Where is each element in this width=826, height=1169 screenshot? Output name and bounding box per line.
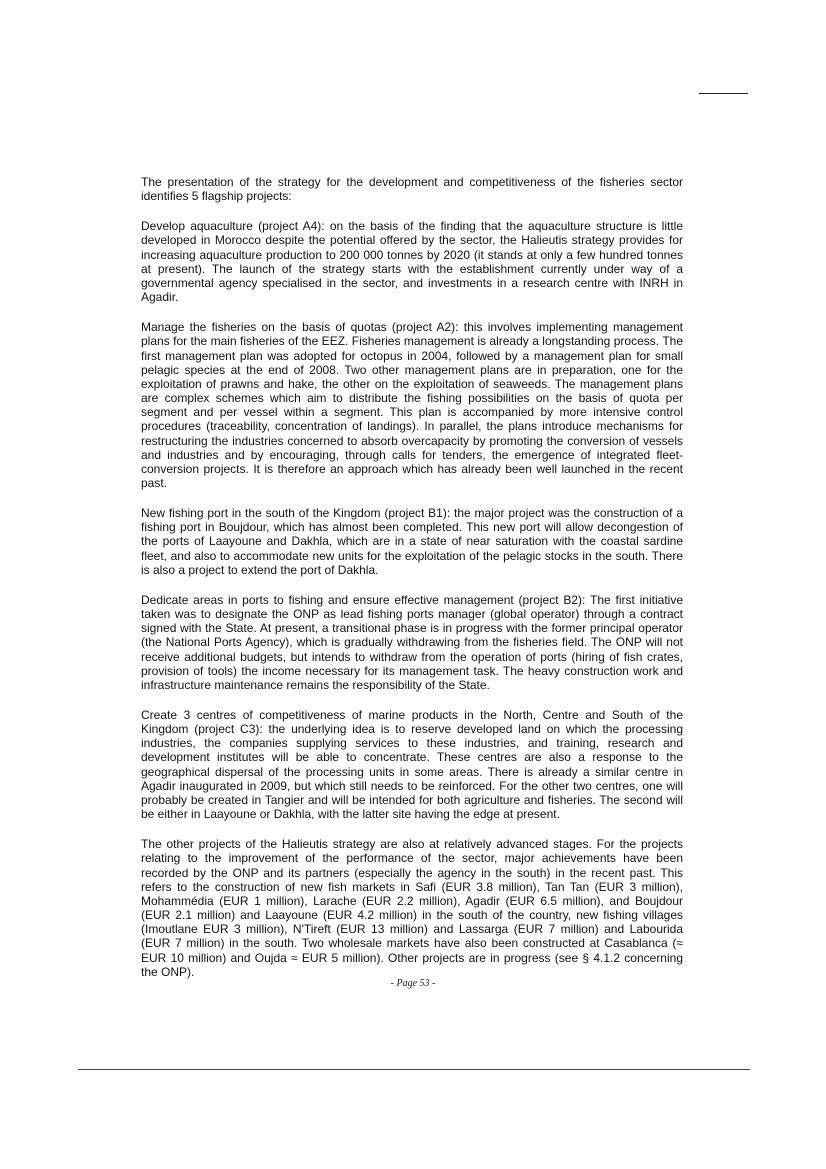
footer-rule [78, 1069, 750, 1070]
paragraph-aquaculture: Develop aquaculture (project A4): on the basis of the finding that the aquaculture structure is little developed in Morocco despite the potential offered by the sector, the Halieutis strategy provides for increasing aquaculture production to 200 000 tonnes by 2020 (it stands at only a few hundred tonnes at present). The launch of the strategy starts with the establishment currently under way of a governmental agency specialised in the sector, and investments in a research centre with INRH in Agadir. [141, 219, 683, 305]
paragraph-quotas: Manage the fisheries on the basis of quotas (project A2): this involves implementing management plans for the main fisheries of the EEZ. Fisheries management is already a longstanding process. The first management plan was adopted for octopus in 2004, followed by a management plan for small pelagic species at the end of 2008. Two other management plans are in preparation, one for the exploitation of prawns and hake, the other on the exploitation of seaweeds. The management plans are complex schemes which aim to distribute the fishing possibilities on the basis of quota per segment and per vessel within a segment. This plan is accompanied by more intensive control procedures (traceability, concentration of landings). In parallel, the plans introduce mechanisms for restructuring the industries concerned to absorb overcapacity by promoting the conversion of vessels and industries and by encouraging, through calls for tenders, the emergence of integrated fleet-conversion projects. It is therefore an approach which has already been well launched in the recent past. [141, 320, 683, 490]
paragraph-fishing-port: New fishing port in the south of the Kingdom (project B1): the major project was the construction of a fishing port in Boujdour, which has almost been completed. This new port will allow decongestion of the ports of Laayoune and Dakhla, which are in a state of near saturation with the coastal sardine fleet, and also to accommodate new units for the exploitation of the pelagic stocks in the south. There is also a project to extend the port of Dakhla. [141, 506, 683, 577]
paragraph-competitiveness-centres: Create 3 centres of competitiveness of marine products in the North, Centre and South of the Kingdom (project C3): the underlying idea is to reserve developed land on which the processing industries, the companies supplying services to these industries, and training, research and development institutes will be able to concentrate. These centres are also a response to the geographical dispersal of the processing units in some areas. There is already a similar centre in Agadir inaugurated in 2009, but which still needs to be reinforced. For the other two centres, one will probably be created in Tangier and will be intended for both agriculture and fisheries. The second will be either in Laayoune or Dakhla, with the latter site having the edge at present. [141, 708, 683, 822]
page-number: - Page 53 - [390, 978, 436, 989]
paragraph-intro: The presentation of the strategy for the development and competitiveness of the fisheries sector identifies 5 flagship projects: [141, 175, 683, 204]
paragraph-port-areas: Dedicate areas in ports to fishing and ensure effective management (project B2): The first initiative taken was to designate the ONP as lead fishing ports manager (global operator) through a contract signed with the State. At present, a transitional phase is in progress with the former principal operator (the National Ports Agency), which is gradually withdrawing from the fisheries field. The ONP will not receive additional budgets, but intends to withdraw from the operation of ports (hiring of fish crates, provision of tools) the income necessary for its management task. The heavy construction work and infrastructure maintenance remains the responsibility of the State. [141, 592, 683, 692]
document-body [141, 175, 683, 995]
paragraph-other-projects: The other projects of the Halieutis strategy are also at relatively advanced stages. For the projects relating to the improvement of the performance of the sector, major achievements have been recorded by the ONP and its partners (especially the agency in the south) in the recent past. This refers to the construction of new fish markets in Safi (EUR 3.8 million), Tan Tan (EUR 3 million), Mohammédia (EUR 1 million), Larache (EUR 2.2 million), Agadir (EUR 6.5 million), and Boujdour (EUR 2.1 million) and Laayoune (EUR 4.2 million) in the south of the country, new fishing villages (Imoutlane EUR 3 million), N'Tireft (EUR 13 million) and Lassarga (EUR 7 million) and Labourida (EUR 7 million) in the south. Two wholesale markets have also been constructed at Casablanca (≈ EUR 10 million) and Oujda ≈ EUR 5 million). Other projects are in progress (see § 4.1.2 concerning the ONP). [141, 837, 683, 979]
header-rule [699, 93, 748, 94]
